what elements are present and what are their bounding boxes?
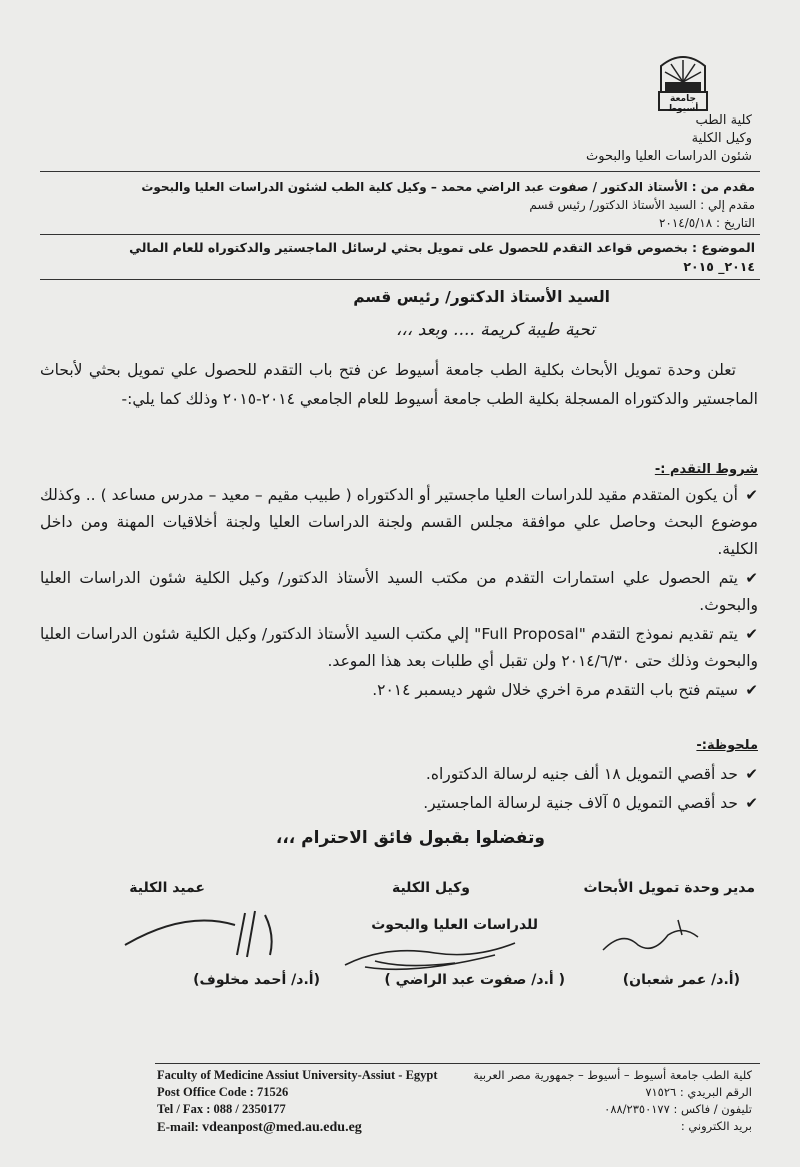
- footer-address-en: Faculty of Medicine Assiut University-Assiut - Egypt: [157, 1068, 438, 1082]
- condition-text: يتم الحصول علي استمارات التقدم من مكتب السيد الأستاذ الدكتور/ وكيل الكلية شئون الدراسات العليا والبحوث.: [40, 569, 758, 614]
- footer-divider: [155, 1063, 760, 1064]
- vice-title: وكيل الكلية: [391, 880, 470, 896]
- checkmark-icon: ✔: [745, 681, 758, 699]
- footer-email-ar: بريد الكتروني :: [680, 1119, 752, 1133]
- footer-postcode-en: Post Office Code : 71526: [157, 1085, 289, 1099]
- memo-subject-year: ٢٠١٤_ ٢٠١٥: [683, 259, 755, 274]
- dean-name: (أ.د/ أحمد مخلوف): [193, 972, 320, 988]
- note-text: حد أقصي التمويل ١٨ ألف جنيه لرسالة الدكتوراه.: [425, 765, 738, 783]
- memo-divider: [40, 234, 760, 235]
- memo-to: مقدم إلي : السيد الأستاذ الدكتور/ رئيس قسم: [529, 198, 755, 212]
- dean-title: عميد الكلية: [129, 880, 205, 896]
- condition-item: [40, 677, 758, 704]
- note-item: [40, 789, 758, 818]
- notes-list: [40, 760, 758, 818]
- condition-item: [40, 621, 758, 675]
- note-text: حد أقصي التمويل ٥ آلاف جنية لرسالة الماجستير.: [423, 794, 738, 812]
- vice-name: ( أ.د/ صفوت عبد الراضي ): [384, 972, 565, 988]
- memo-date: التاريخ : ٢٠١٤/٥/١٨: [658, 216, 755, 230]
- faculty-name: كلية الطب: [695, 113, 752, 128]
- logo-text: جامعة أسيوط: [667, 94, 699, 114]
- condition-text: أن يكون المتقدم مقيد للدراسات العليا ماجستير أو الدكتوراه ( طبيب مقيم – معيد – مدرس مساعد ) .. وكذلك موضوع البحث وحاصل علي موافقة مجلس القسم ولجنة الدراسات العليا ولجنة أخلاقيات المهنة ومن داخل الكلية.: [40, 486, 758, 558]
- footer-phone-ar: تليفون / فاكس : ٠٨٨/٢٣٥٠١٧٧: [604, 1102, 752, 1116]
- subject-divider: [40, 279, 760, 280]
- checkmark-icon: ✔: [745, 794, 758, 812]
- director-name: (أ.د/ عمر شعبان): [622, 972, 740, 988]
- vice-dean-title: وكيل الكلية: [691, 131, 752, 146]
- footer-address-ar: كلية الطب جامعة أسيوط – أسيوط – جمهورية مصر العربية: [473, 1068, 752, 1082]
- checkmark-icon: ✔: [745, 625, 758, 643]
- condition-text: سيتم فتح باب التقدم مرة اخري خلال شهر ديسمبر ٢٠١٤.: [372, 681, 738, 699]
- checkmark-icon: ✔: [745, 486, 758, 504]
- header-divider: [40, 171, 760, 172]
- checkmark-icon: ✔: [745, 569, 758, 587]
- vice-dean-signature: [345, 935, 535, 975]
- university-logo: [653, 52, 713, 114]
- director-title: مدير وحدة تمويل الأبحاث: [583, 880, 755, 896]
- condition-text: يتم تقديم نموذج التقدم "Full Proposal" إلي مكتب السيد الأستاذ الدكتور/ وكيل الكلية شئون الدراسات العليا والبحوث وذلك حتى ٢٠١٤/٦/٣٠ ولن تقبل أي طلبات بعد هذا الموعد.: [40, 625, 758, 670]
- director-signature: [598, 915, 708, 960]
- intro-paragraph: تعلن وحدة تمويل الأبحاث بكلية الطب جامعة أسيوط عن فتح باب التقدم للحصول علي تمويل بحثي لأبحاث الماجستير والدكتوراه المسجلة بكلية الطب جامعة أسيوط للعام الجامعي ٢٠١٤-٢٠١٥ وذلك كما يلي:-: [40, 361, 758, 408]
- conditions-title: شروط التقدم :-: [654, 462, 758, 477]
- email-label: E-mail:: [157, 1119, 199, 1134]
- note-item: [40, 760, 758, 789]
- condition-item: [40, 482, 758, 563]
- memo-from: مقدم من : الأستاذ الدكتور / صفوت عبد الراضي محمد – وكيل كلية الطب لشئون الدراسات العليا والبحوث: [141, 180, 755, 194]
- vice-subtitle: للدراسات العليا والبحوث: [371, 917, 538, 933]
- affairs-title: شئون الدراسات العليا والبحوث: [585, 149, 752, 164]
- closing: وتفضلوا بقبول فائق الاحترام ،،،: [275, 828, 545, 848]
- email-link[interactable]: vdeanpost@med.au.edu.eg: [202, 1120, 362, 1135]
- notes-title: ملحوظة:-: [696, 738, 758, 753]
- footer-postcode-ar: الرقم البريدي : ٧١٥٢٦: [645, 1085, 752, 1099]
- greeting: تحية طيبة كريمة .... وبعد ،،،: [395, 320, 595, 340]
- footer-phone-en: Tel / Fax : 088 / 2350177: [157, 1102, 286, 1116]
- checkmark-icon: ✔: [745, 765, 758, 783]
- dean-signature: [125, 905, 305, 960]
- footer-email-en: [157, 1118, 362, 1136]
- memo-subject: الموضوع : بخصوص قواعد التقدم للحصول على تمويل بحثي لرسائل الماجستير والدكتوراه للعام المالي: [129, 240, 755, 255]
- salutation: السيد الأستاذ الدكتور/ رئيس قسم: [353, 288, 610, 306]
- condition-item: [40, 565, 758, 619]
- conditions-list: [40, 482, 758, 704]
